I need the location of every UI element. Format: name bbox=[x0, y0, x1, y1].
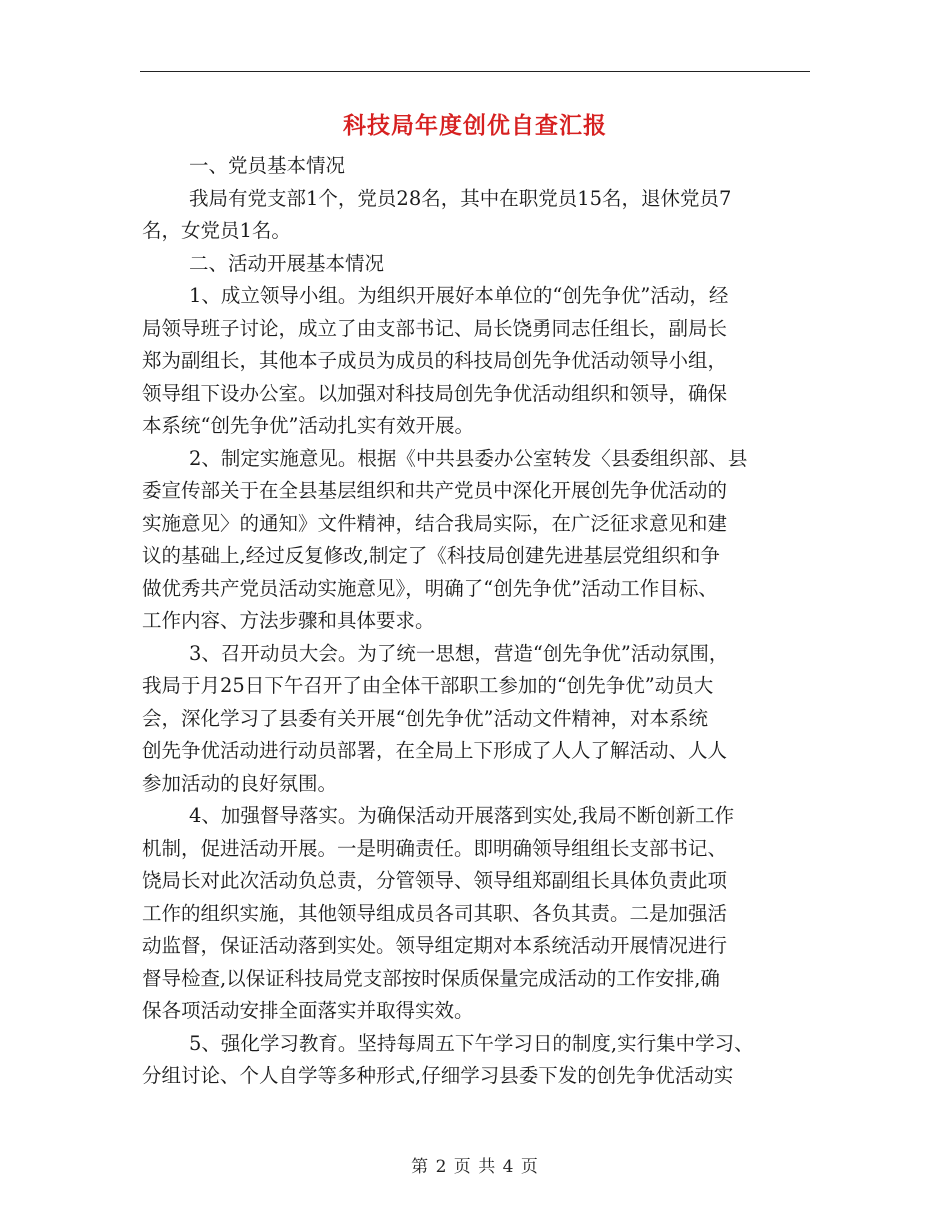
text-line: 保各项活动安排全面落实并取得实效。 bbox=[142, 999, 474, 1022]
text-line: 本系统“创先争优”活动扎实有效开展。 bbox=[142, 414, 474, 437]
text-line: 2、制定实施意见。根据《中共县委办公室转发〈县委组织部、县 bbox=[189, 446, 748, 470]
text-line: 二、活动开展基本情况 bbox=[189, 251, 385, 275]
text-line: 局领导班子讨论，成立了由支部书记、局长饶勇同志任组长，副局长 bbox=[142, 316, 728, 340]
page-number: 第 2 页 共 4 页 bbox=[411, 1157, 539, 1177]
text-line: 委宣传部关于在全县基层组织和共产党员中深化开展创先争优活动的 bbox=[142, 479, 728, 502]
text-line: 郑为副组长，其他本子成员为成员的科技局创先争优活动领导小组， bbox=[142, 349, 728, 372]
text-line: 会，深化学习了县委有关开展“创先争优”活动文件精神，对本系统 bbox=[142, 706, 708, 730]
document-body bbox=[142, 150, 810, 1093]
text-line: 机制，促进活动开展。一是明确责任。即明确领导组组长支部书记、 bbox=[142, 836, 728, 860]
text-line: 督导检查,以保证科技局党支部按时保质保量完成活动的工作安排,确 bbox=[142, 966, 720, 990]
header-rule bbox=[140, 71, 810, 72]
text-line: 5、强化学习教育。坚持每周五下午学习日的制度,实行集中学习、 bbox=[189, 1031, 754, 1055]
text-line: 创先争优活动进行动员部署，在全局上下形成了人人了解活动、人人 bbox=[142, 739, 728, 762]
text-line: 实施意见〉的通知》文件精神，结合我局实际，在广泛征求意见和建 bbox=[142, 511, 728, 535]
text-line: 领导组下设办公室。以加强对科技局创先争优活动组织和领导，确保 bbox=[142, 381, 728, 405]
text-line: 一、党员基本情况 bbox=[189, 154, 346, 177]
text-line: 我局有党支部1个，党员28名，其中在职党员15名，退休党员7 bbox=[189, 186, 732, 210]
text-line: 我局于月25日下午召开了由全体干部职工参加的“创先争优”动员大 bbox=[142, 674, 714, 697]
text-line: 饶局长对此次活动负总责，分管领导、领导组郑副组长具体负责此项 bbox=[142, 869, 728, 892]
text-line: 4、加强督导落实。为确保活动开展落到实处,我局不断创新工作 bbox=[189, 804, 735, 827]
text-line: 做优秀共产党员活动实施意见》，明确了“创先争优”活动工作目标、 bbox=[142, 576, 718, 600]
text-line: 参加活动的良好氛围。 bbox=[142, 771, 338, 795]
text-line: 3、召开动员大会。为了统一思想，营造“创先争优”活动氛围， bbox=[189, 641, 729, 665]
document-title: 科技局年度创优自查汇报 bbox=[343, 112, 607, 139]
text-line: 动监督，保证活动落到实处。领导组定期对本系统活动开展情况进行 bbox=[142, 934, 728, 957]
text-line: 议的基础上,经过反复修改,制定了《科技局创建先进基层党组织和争 bbox=[142, 544, 720, 567]
text-line: 1、成立领导小组。为组织开展好本单位的“创先争优”活动，经 bbox=[189, 284, 729, 307]
text-line: 工作内容、方法步骤和具体要求。 bbox=[142, 609, 435, 632]
text-line: 工作的组织实施，其他领导组成员各司其职、各负其责。二是加强活 bbox=[142, 901, 728, 925]
text-line: 分组讨论、个人自学等多种形式,仔细学习县委下发的创先争优活动实 bbox=[142, 1064, 734, 1087]
text-line: 名，女党员1名。 bbox=[142, 219, 291, 242]
